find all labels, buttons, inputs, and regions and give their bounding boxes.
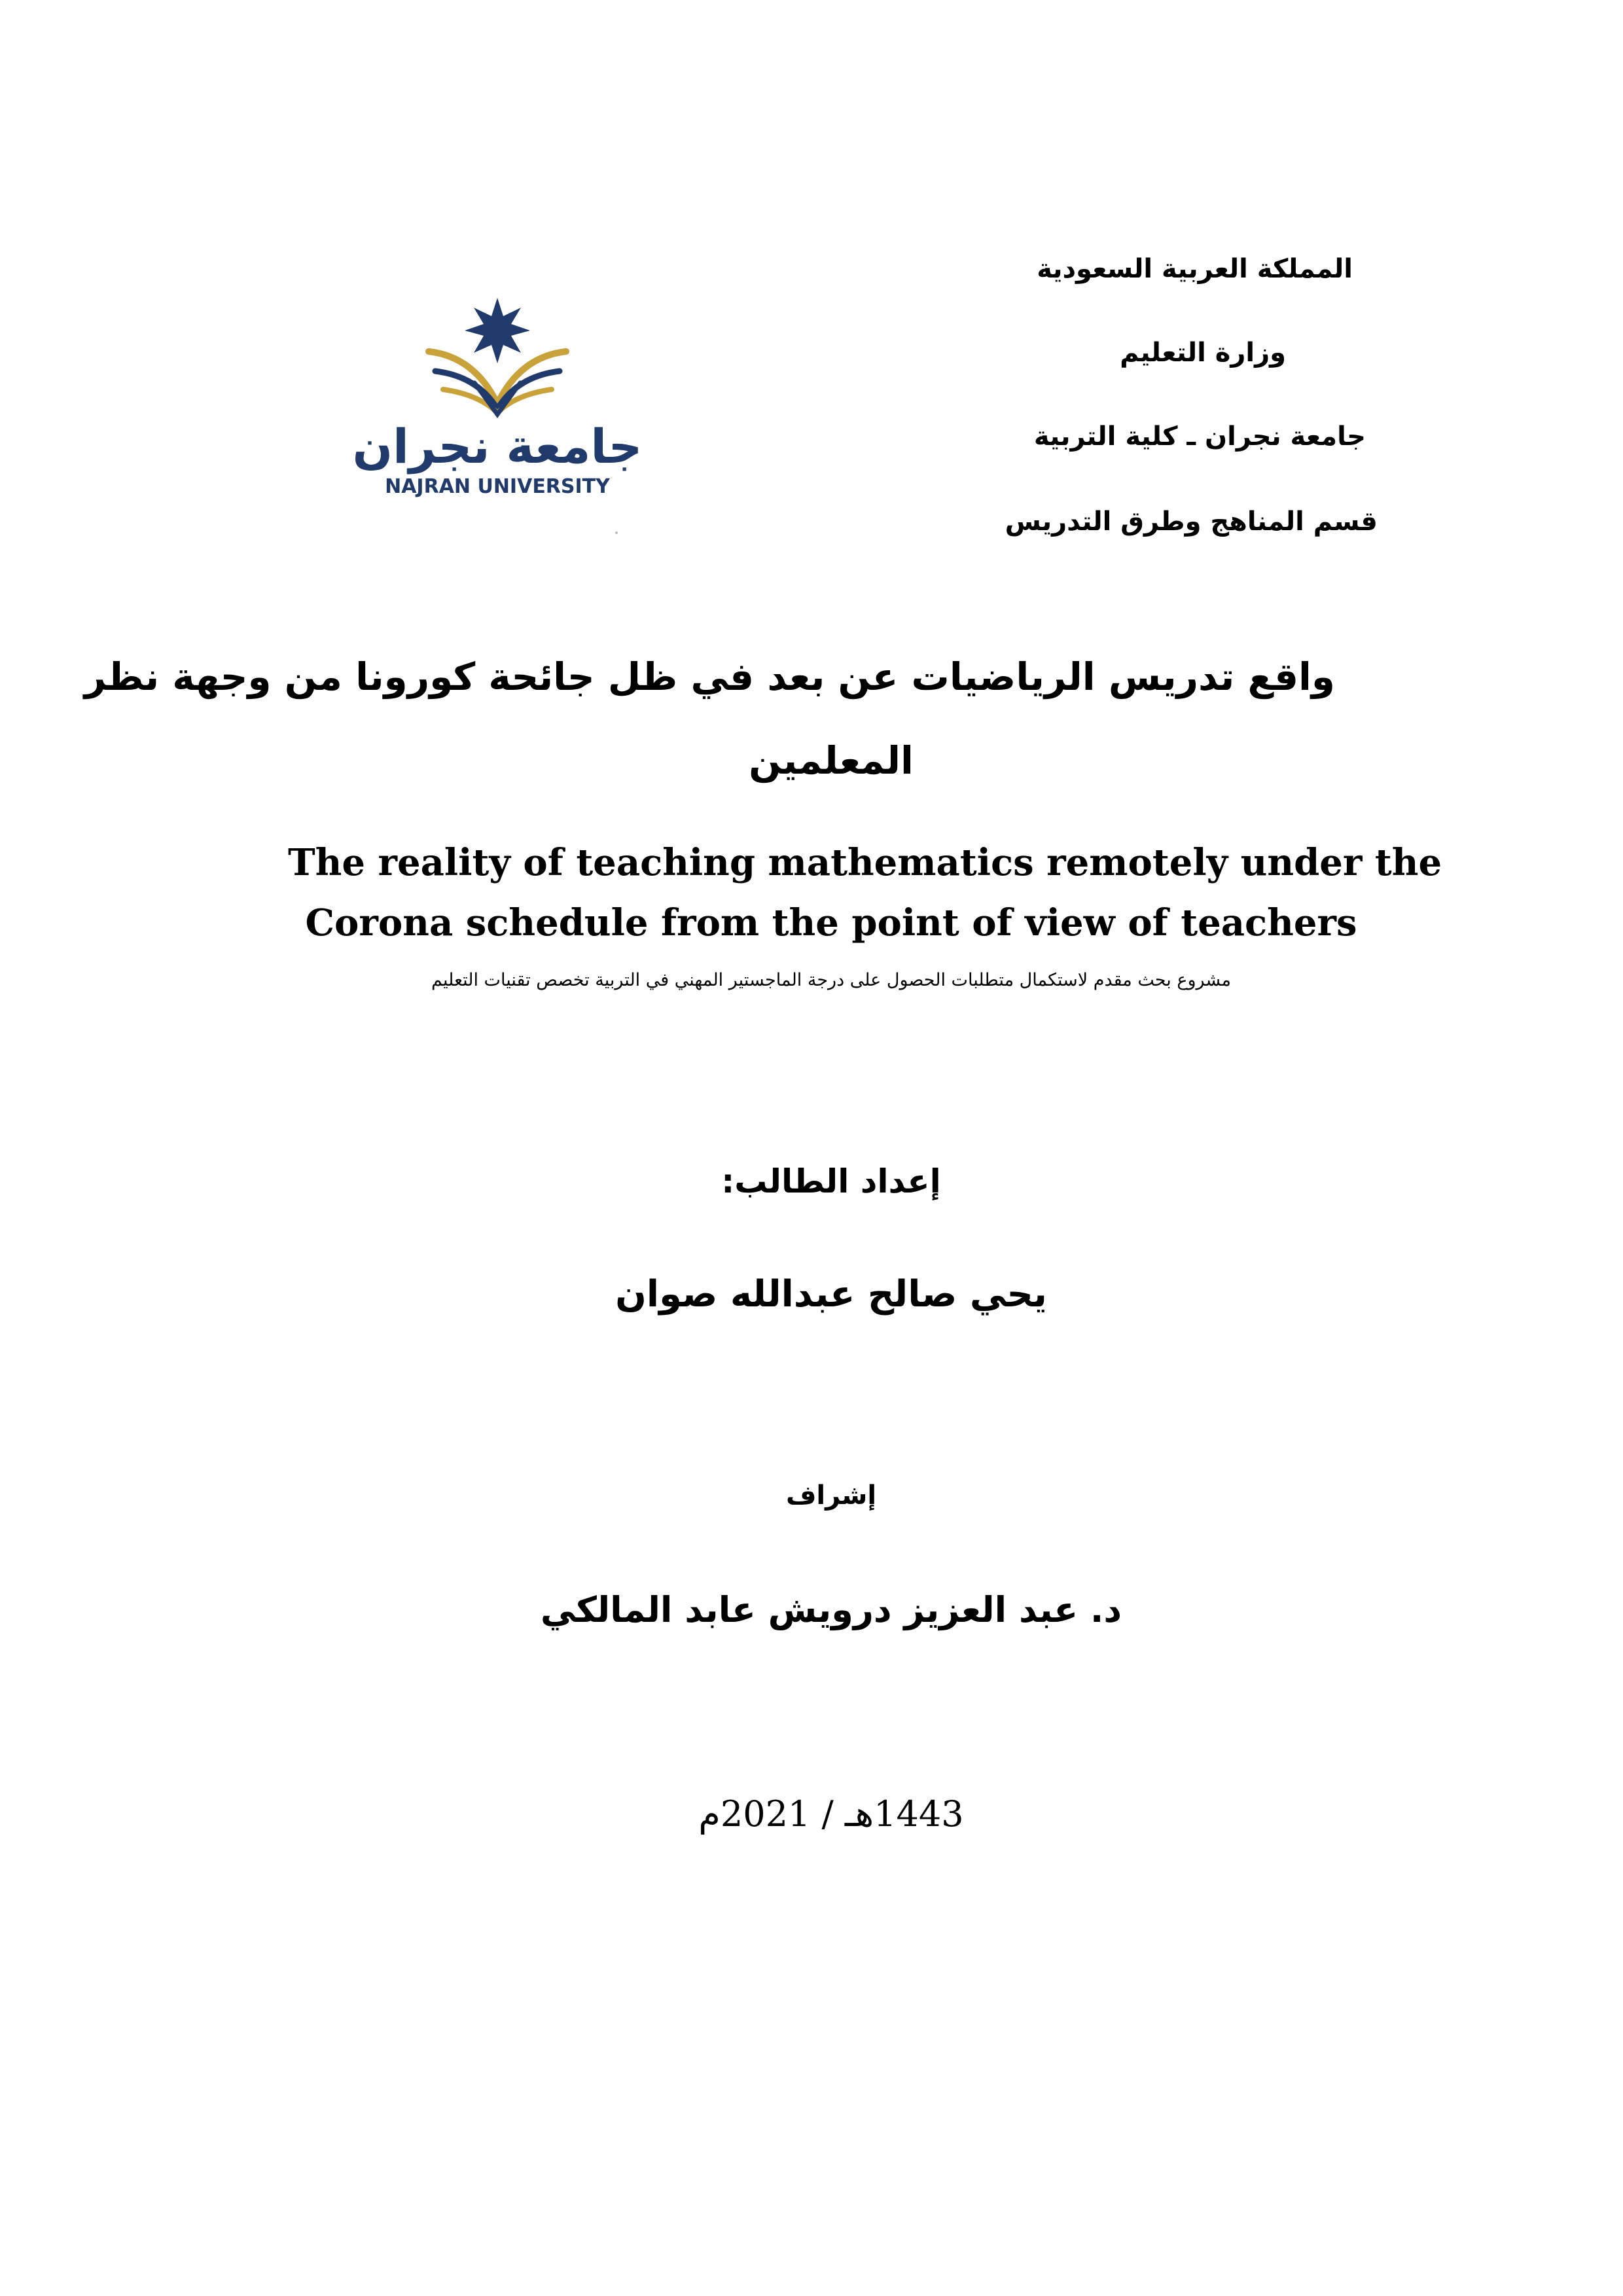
star-icon bbox=[465, 298, 530, 363]
project-description: مشروع بحث مقدم لاستكمال متطلبات الحصول على درجة الماجستير المهني في التربية تخصص تقنيات التعليم bbox=[431, 970, 1231, 990]
arabic-title-line-1: واقع تدريس الرياضيات عن بعد في ظل جائحة كورونا من وجهة نظر bbox=[84, 655, 1335, 699]
najran-university-logo bbox=[330, 285, 671, 507]
english-title-line-2: Corona schedule from the point of view of teachers bbox=[305, 901, 1357, 944]
logo-english-wordmark: NAJRAN UNIVERSITY bbox=[385, 475, 610, 498]
supervision-label: إشراف bbox=[785, 1480, 877, 1511]
header-university-college: جامعة نجران ـ كلية التربية bbox=[1033, 422, 1366, 452]
student-name: يحي صالح عبدالله صوان bbox=[615, 1273, 1047, 1316]
date: 1443هـ / 2021م bbox=[698, 1793, 964, 1835]
supervisor-name: د. عبد العزيز درويش عابد المالكي bbox=[540, 1589, 1122, 1630]
arabic-title-line-2: المعلمين bbox=[749, 738, 914, 783]
header-department: قسم المناهج وطرق التدريس bbox=[1005, 507, 1378, 537]
prepared-by-label: إعداد الطالب: bbox=[721, 1162, 941, 1200]
header-ministry: وزارة التعليم bbox=[1120, 338, 1286, 368]
header-country: المملكة العربية السعودية bbox=[1037, 254, 1353, 284]
stray-dot bbox=[615, 531, 618, 534]
english-title-line-1: The reality of teaching mathematics remotely under the bbox=[288, 841, 1442, 884]
logo-arabic-wordmark: جامعة نجران bbox=[352, 419, 643, 474]
